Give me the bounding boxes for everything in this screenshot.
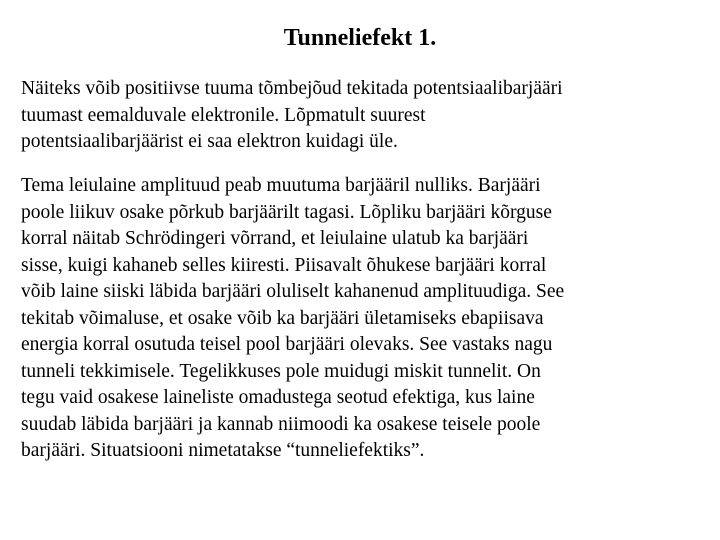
paragraph-2-line: võib laine siiski läbida barjääri oluliselt kahanenud amplituudiga. See (21, 281, 565, 302)
paragraph-1-line: Näiteks võib positiivse tuuma tõmbejõud tekitada potentsiaalibarjääri (21, 78, 563, 99)
paragraph-1 (21, 76, 701, 156)
paragraph-2-line: energia korral osutuda teisel pool barjääri olevaks. See vastaks nagu (21, 334, 553, 355)
paragraph-2-line: sisse, kuigi kahaneb selles kiiresti. Piisavalt õhukese barjääri korral (21, 254, 547, 276)
paragraph-2 (21, 173, 701, 465)
paragraph-2-line: suudab läbida barjääri ja kannab niimoodi ka osakese teisele poole (21, 413, 541, 435)
paragraph-2-line: korral näitab Schrödingeri võrrand, et leiulaine ulatub ka barjääri (21, 228, 529, 249)
paragraph-2-line: tegu vaid osakese laineliste omadustega seotud efektiga, kus laine (21, 387, 535, 408)
paragraph-1-line: tuumast eemalduvale elektronile. Lõpmatult suurest (21, 104, 426, 126)
paragraph-2-line: barjääri. Situatsiooni nimetatakse “tunneliefektiks”. (21, 440, 425, 461)
paragraph-1-line: potentsiaalibarjäärist ei saa elektron kuidagi üle. (21, 131, 398, 152)
paragraph-2-line: tekitab võimaluse, et osake võib ka barjääri ületamiseks ebapiisava (21, 307, 544, 329)
paragraph-2-line: tunneli tekkimisele. Tegelikkuses pole muidugi miskit tunnelit. On (21, 360, 541, 382)
slide-title: Tunneliefekt 1. (283, 25, 437, 51)
paragraph-2-line: Tema leiulaine amplituud peab muutuma barjääril nulliks. Barjääri (21, 175, 541, 196)
paragraph-2-line: poole liikuv osake põrkub barjäärilt tagasi. Lõpliku barjääri kõrguse (21, 201, 552, 223)
